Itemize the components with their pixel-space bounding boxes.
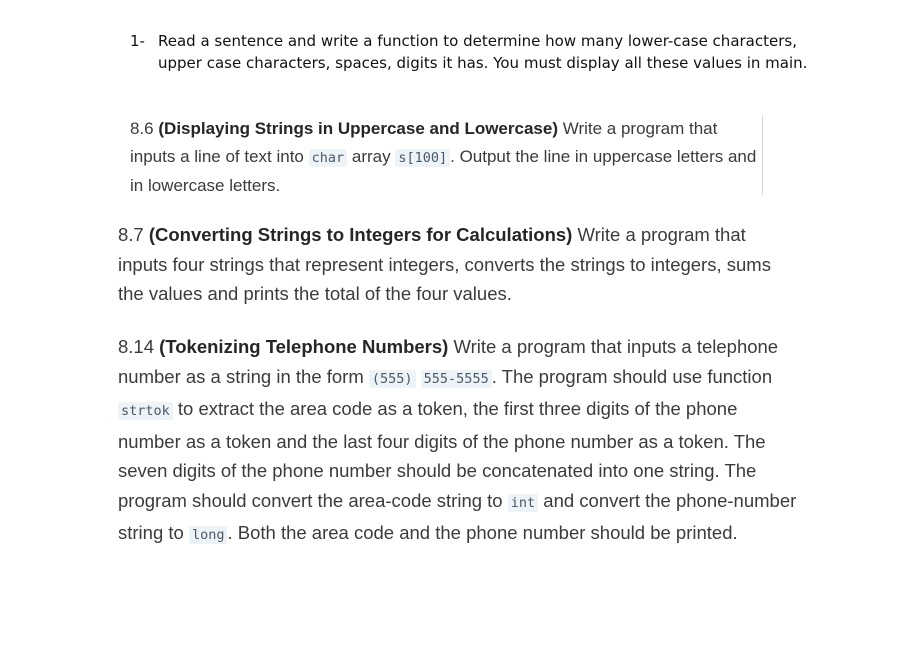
question-1-number: 1-: [130, 32, 145, 50]
code-strtok: strtok: [118, 402, 173, 420]
exercise-8-14-number: 8.14: [118, 336, 155, 357]
code-char: char: [309, 149, 348, 167]
exercise-8-6-text-1: Write a program that inputs a line of text into: [130, 119, 718, 166]
exercise-8-6: [130, 115, 763, 195]
exercise-8-6-title: (Displaying Strings in Uppercase and Lowercase): [158, 119, 558, 138]
exercise-8-14-text-2: . The program should use function: [491, 365, 773, 387]
exercise-8-6-text-3: . Output the line in uppercase letters and in lowercase letters.: [130, 147, 757, 195]
exercise-8-7-title: (Converting Strings to Integers for Calculations): [148, 224, 573, 245]
question-1-line-2: upper case characters, spaces, digits it has. You must display all these values in main.: [158, 54, 808, 72]
exercise-8-14-text-1: Write a program that inputs a telephone number as a string in the form: [118, 336, 779, 387]
code-long: long: [189, 526, 228, 544]
exercise-8-14-text-4: and convert the phone-number string to: [118, 489, 797, 543]
exercise-8-14-text-3: to extract the area code as a token, the first three digits of the phone number as a token and the last four digits of the phone number as a token. The seven digits of the phone number should be concatenated into one string. The program should convert the area-code string to: [118, 398, 766, 511]
question-1: [130, 30, 830, 74]
exercise-8-6-text-2: array: [351, 147, 391, 166]
exercise-8-7: [118, 220, 798, 309]
exercise-8-14-title: (Tokenizing Telephone Numbers): [159, 336, 449, 357]
exercise-8-14-text-5: . Both the area code and the phone number should be printed.: [227, 522, 738, 543]
code-phone-number: 555-5555: [421, 370, 492, 388]
exercise-8-7-text: Write a program that inputs four strings that represent integers, converts the strings to integers, sums the values and prints the total of the four values.: [118, 224, 771, 304]
code-s100: s[100]: [395, 149, 450, 167]
question-1-text: [158, 30, 830, 74]
question-1-line-1: Read a sentence and write a function to determine how many lower-case characters,: [158, 32, 797, 50]
exercise-8-14: [118, 332, 798, 551]
exercise-8-7-number: 8.7: [118, 224, 144, 245]
code-int: int: [508, 494, 538, 512]
exercise-8-6-number: 8.6: [130, 119, 154, 138]
code-area-code: (555): [369, 370, 416, 388]
